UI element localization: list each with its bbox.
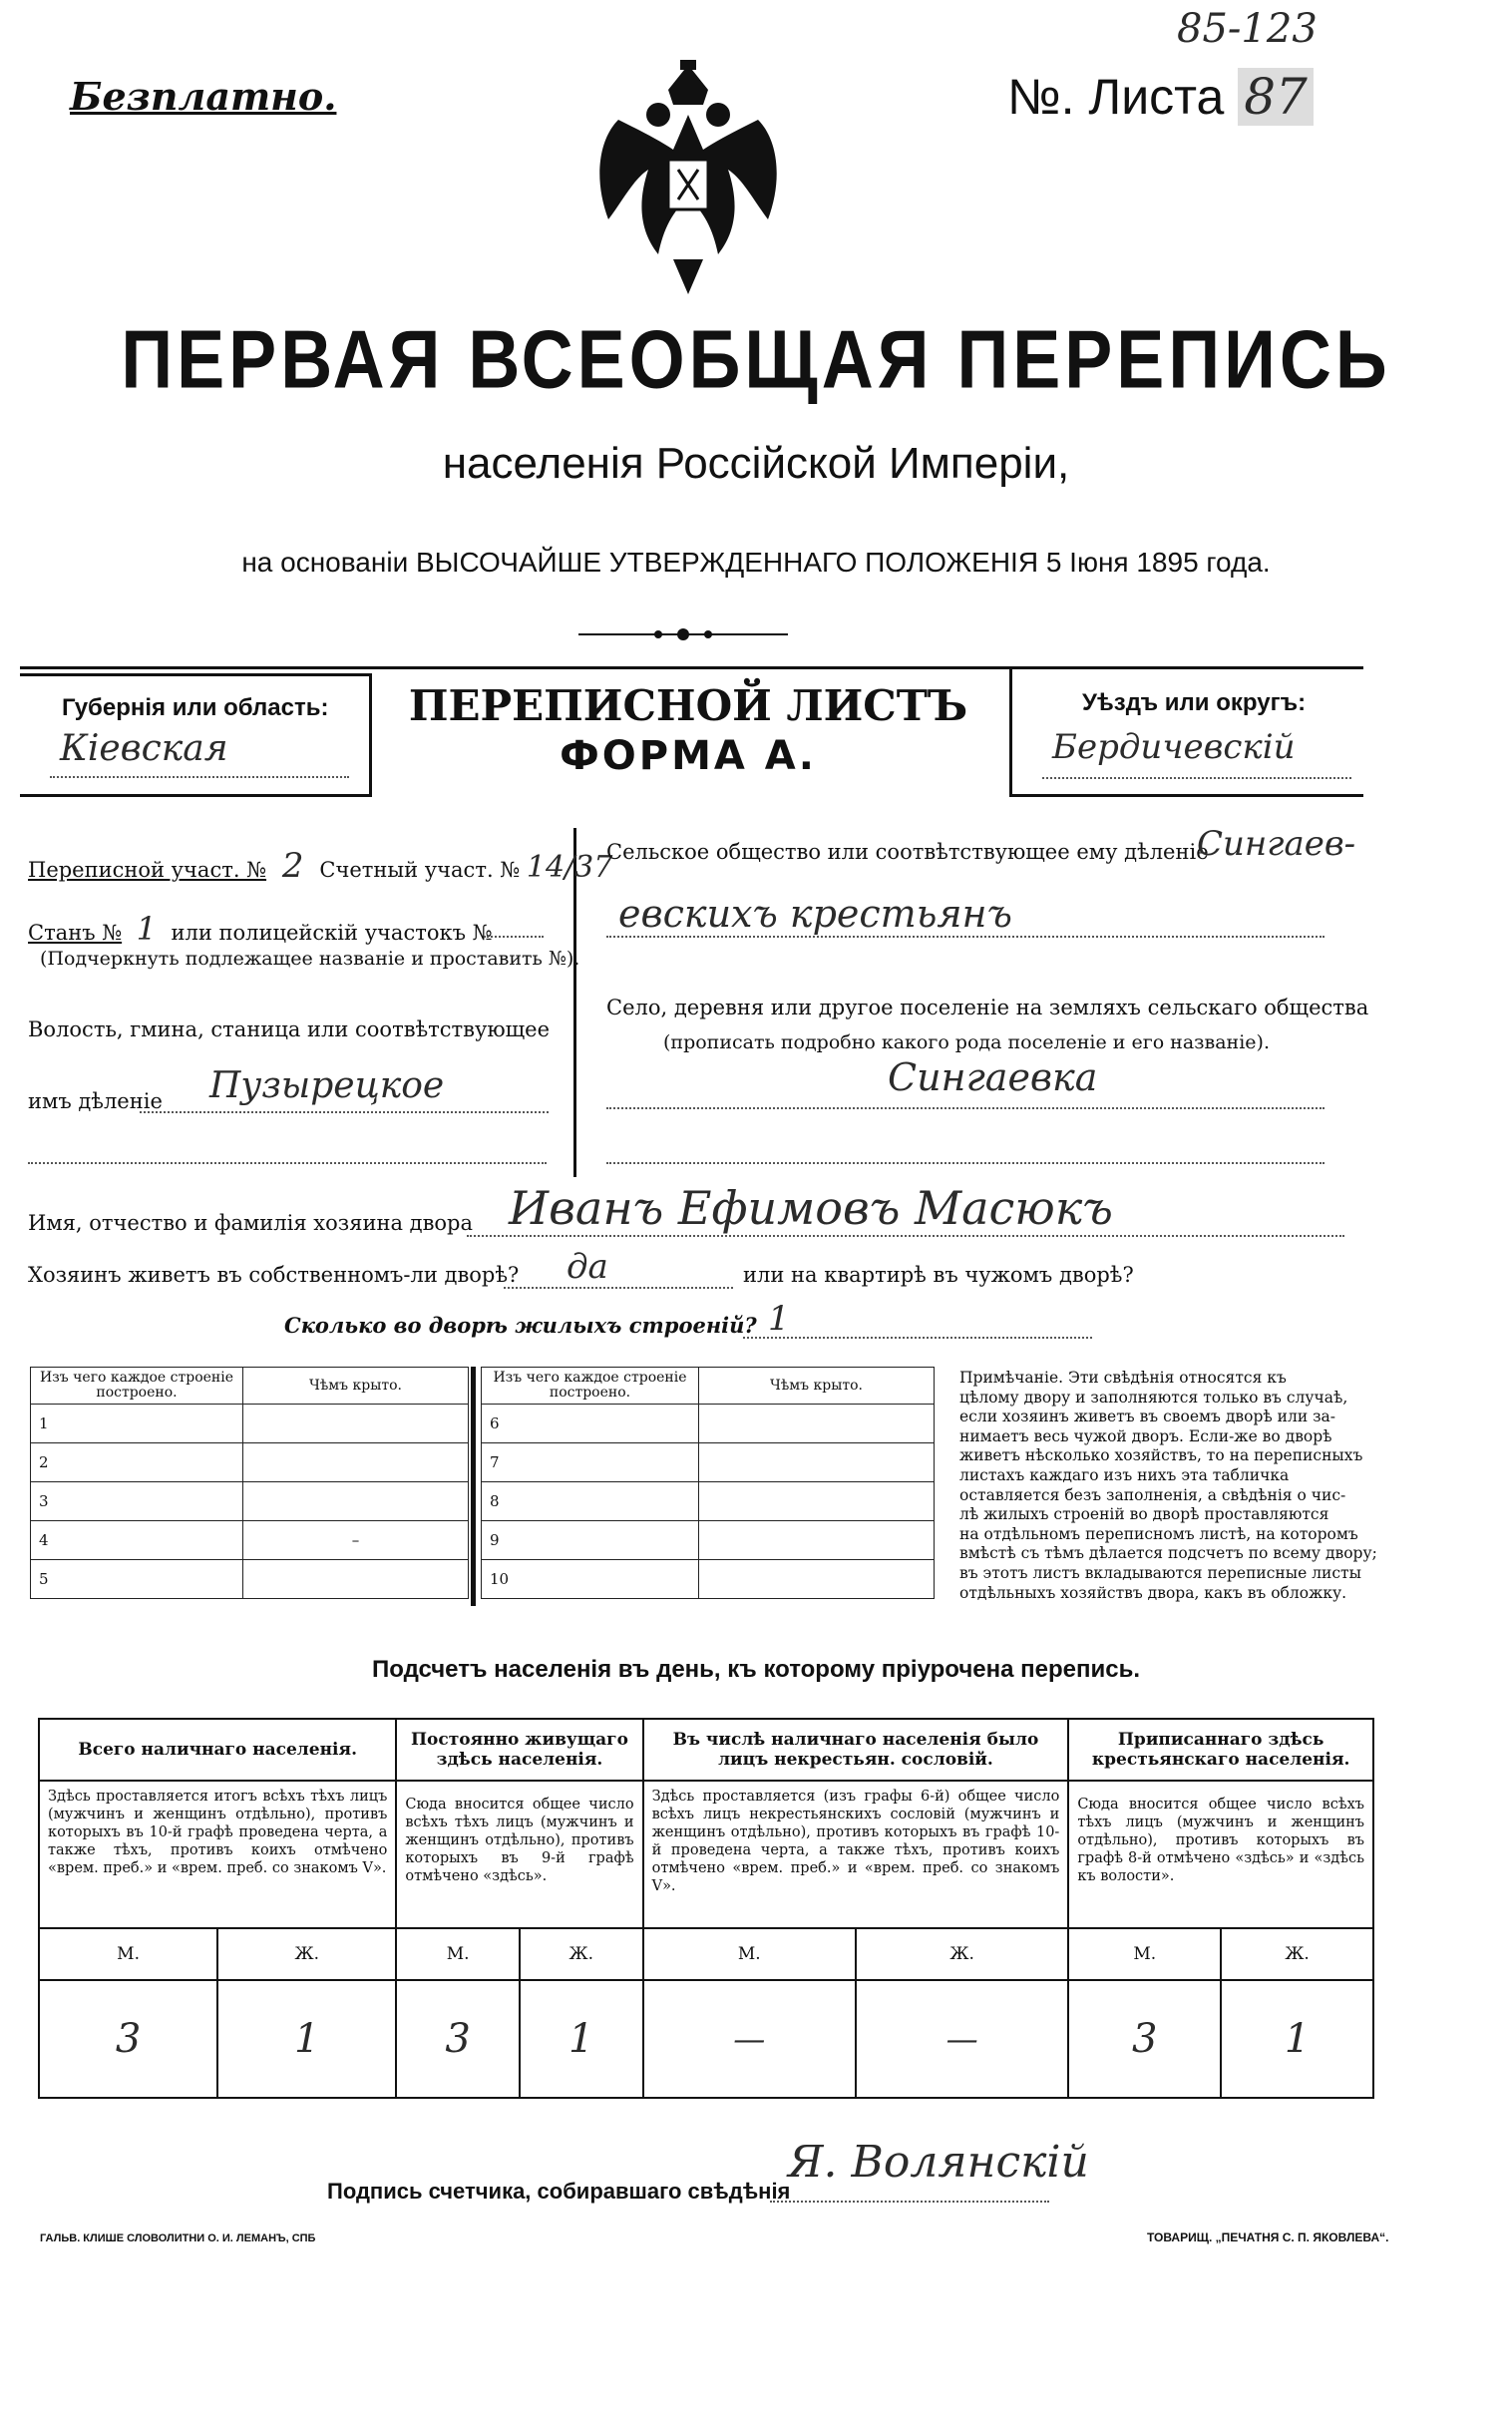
note-line: въ этотъ листъ вкладываются переписные листы <box>959 1563 1361 1582</box>
table-row <box>31 1521 469 1560</box>
uezd-value: Бердичевскій <box>1052 727 1296 767</box>
uezd-box <box>1009 666 1363 797</box>
value-male: 3 <box>396 1980 520 2098</box>
value-male: — <box>643 1980 856 2098</box>
printer-credit-right: ТОВАРИЩ. „ПЕЧАТНЯ С. П. ЯКОВЛЕВА“. <box>1147 2230 1389 2244</box>
population-summary-table <box>38 1718 1374 2099</box>
note-line: живетъ нѣсколько хозяйствъ, то на переписныхъ <box>959 1446 1363 1465</box>
page-subtitle: населенія Россійской Имперіи, <box>442 439 1070 488</box>
obshchestvo-value-1: Сингаев- <box>1197 824 1356 864</box>
summary-group-title: Постоянно живущаго здѣсь населенія. <box>396 1719 642 1781</box>
free-label: Безплатно. <box>70 74 337 119</box>
building-roof <box>699 1443 935 1482</box>
uezd-label: Уѣздъ или округъ: <box>1082 689 1307 716</box>
schet-value: 14/37 <box>526 850 613 885</box>
col-male: М. <box>643 1928 856 1980</box>
or-label: или на квартирѣ въ чужомъ дворѣ? <box>743 1263 1134 1287</box>
buildings-count-label: Сколько во дворѣ жилыхъ строеній? <box>284 1313 757 1338</box>
note-line: Примѣчаніе. Эти свѣдѣнія относятся къ <box>959 1369 1287 1387</box>
value-female: 1 <box>217 1980 396 2098</box>
note-line: вмѣстѣ съ тѣмъ дѣлается подсчетъ по всему двору; <box>959 1544 1377 1563</box>
selo-dotted-line-2 <box>606 1162 1324 1164</box>
note-line: лѣ жилыхъ строеній во дворѣ проставляются <box>959 1505 1329 1524</box>
summary-group-desc: Здѣсь проставляется итогъ всѣхъ тѣхъ лицъ (мужчинъ и женщинъ отдѣльно), противъ которыхъ въ 10-й графѣ проведена черта, а также тѣхъ, противъ коихъ отмѣчено «врем. преб.» и «врем. преб. со знакомъ V». <box>39 1781 396 1928</box>
stan-label: Станъ № <box>28 921 123 945</box>
stan-value: 1 <box>136 910 157 948</box>
lives-dotted-line <box>504 1287 733 1289</box>
note-line: цѣлому двору и заполняются только въ случаѣ, <box>959 1388 1348 1407</box>
col-female: Ж. <box>1221 1928 1373 1980</box>
building-roof: – <box>243 1521 469 1560</box>
building-number: 1 <box>31 1405 243 1443</box>
building-roof <box>699 1521 935 1560</box>
form-title: ПЕРЕПИСНОЙ ЛИСТЪ <box>408 681 968 730</box>
double-headed-eagle-emblem <box>588 60 788 299</box>
value-male: 3 <box>1068 1980 1221 2098</box>
building-roof <box>243 1405 469 1443</box>
note-line: отдѣльныхъ хозяйствъ двора, какъ въ обложку. <box>959 1583 1347 1602</box>
legal-basis: на основаніи ВЫСОЧАЙШЕ УТВЕРЖДЕННАГО ПОЛОЖЕНІЯ 5 Іюня 1895 года. <box>241 547 1271 578</box>
summary-group-desc: Здѣсь проставляется (изъ графы 6-й) общее число всѣхъ лицъ некрестьянскихъ сословій (мужчинъ и женщинъ отдѣльно), противъ которыхъ въ графѣ 10-й проведена черта, а также тѣхъ, противъ коихъ отмѣчено «врем. преб.» и «врем. преб. со знакомъ V». <box>643 1781 1069 1928</box>
volost-dotted-line <box>140 1111 549 1113</box>
table-row <box>31 1560 469 1599</box>
sheet-number-label: №. Листа <box>1007 69 1225 125</box>
obshchestvo-label: Сельское общество или соотвѣтствующее ему дѣленіе <box>606 840 1209 864</box>
building-number: 7 <box>482 1443 699 1482</box>
building-roof <box>243 1560 469 1599</box>
stan-note: (Подчеркнуть подлежащее названіе и проставить №). <box>40 948 580 970</box>
owner-name-value: Иванъ Ефимовъ Масюкъ <box>509 1181 1113 1235</box>
schet-label: Счетный участ. № <box>319 858 521 882</box>
buildings-count-value: 1 <box>768 1299 790 1339</box>
police-label: или полицейскій участокъ № <box>171 921 493 945</box>
note-line: листахъ каждаго изъ нихъ эта табличка <box>959 1465 1290 1484</box>
table-row <box>31 1443 469 1482</box>
guberniya-box <box>20 673 372 797</box>
building-number: 6 <box>482 1405 699 1443</box>
building-roof <box>243 1482 469 1521</box>
building-number: 3 <box>31 1482 243 1521</box>
note-line: нимаетъ весь чужой дворъ. Если-же во дворѣ <box>959 1426 1332 1445</box>
summary-group-title: Приписаннаго здѣсь крестьянскаго населенія. <box>1068 1719 1373 1781</box>
col-male: М. <box>396 1928 520 1980</box>
building-number: 5 <box>31 1560 243 1599</box>
building-roof <box>699 1560 935 1599</box>
selo-dotted-line <box>606 1107 1324 1109</box>
table-row <box>482 1560 935 1599</box>
buildings-table-right <box>481 1367 935 1599</box>
value-male: 3 <box>39 1980 217 2098</box>
building-roof <box>243 1443 469 1482</box>
guberniya-label: Губернія или область: <box>62 694 329 721</box>
note-line: на отдѣльномъ переписномъ листѣ, на которомъ <box>959 1524 1358 1543</box>
uchast-label: Переписной участ. № <box>28 858 267 882</box>
table-row <box>482 1521 935 1560</box>
guberniya-dotted-line <box>50 776 349 778</box>
buildings-table-divider <box>471 1367 476 1606</box>
signature-dotted-line <box>770 2201 1049 2203</box>
summary-group-desc: Сюда вносится общее число всѣхъ тѣхъ лицъ (мужчинъ и женщинъ отдѣльно), противъ которыхъ въ 9-й графѣ отмѣчено «здѣсь». <box>396 1781 642 1928</box>
uchast-value: 2 <box>281 846 304 886</box>
sheet-number-value: 87 <box>1238 68 1314 126</box>
buildings-count-dotted-line <box>743 1337 1092 1339</box>
summary-group-desc: Сюда вносится общее число всѣхъ тѣхъ лицъ (мужчинъ и женщинъ отдѣльно), противъ которыхъ въ графѣ 8-й отмѣчено «здѣсь» и «здѣсь къ волости». <box>1068 1781 1373 1928</box>
col-male: М. <box>39 1928 217 1980</box>
table-row <box>31 1405 469 1443</box>
volost-dotted-line-2 <box>28 1162 547 1164</box>
lives-label: Хозяинъ живетъ въ собственномъ-ли дворѣ? <box>28 1263 520 1287</box>
obshchestvo-dotted-line <box>606 936 1324 938</box>
summary-group-title: Въ числѣ наличнаго населенія было лицъ некрестьян. сословій. <box>643 1719 1069 1781</box>
ornament-divider <box>578 624 788 644</box>
col-female: Ж. <box>217 1928 396 1980</box>
printer-credit-left: ГАЛЬВ. КЛИШЕ СЛОВОЛИТНИ О. И. ЛЕМАНЪ, СПБ <box>40 2232 316 2244</box>
lives-value: да <box>567 1247 608 1287</box>
form-subtitle: ФОРМА А. <box>560 733 817 779</box>
building-number: 4 <box>31 1521 243 1560</box>
building-number: 9 <box>482 1521 699 1560</box>
col-female: Ж. <box>856 1928 1068 1980</box>
note-block <box>959 1369 1378 1603</box>
uezd-dotted-line <box>1042 777 1351 779</box>
signature-label: Подпись счетчика, собиравшаго свѣдѣнія <box>327 2179 791 2204</box>
buildings-col-roof: Чѣмъ крыто. <box>243 1368 469 1405</box>
form-title-box <box>369 673 1007 791</box>
building-number: 10 <box>482 1560 699 1599</box>
buildings-col-material-2: Изъ чего каждое строеніе построено. <box>482 1368 699 1405</box>
selo-note: (прописать подробно какого рода поселеніе и его названіе). <box>663 1031 1270 1053</box>
guberniya-value: Кіевская <box>60 728 228 769</box>
obshchestvo-value-2: евскихъ крестьянъ <box>618 892 1012 936</box>
note-line: оставляется безъ заполненія, а свѣдѣнія о чис- <box>959 1485 1346 1504</box>
buildings-col-roof-2: Чѣмъ крыто. <box>699 1368 935 1405</box>
uchast-row <box>28 846 612 886</box>
signature-value: Я. Волянскій <box>788 2137 1089 2188</box>
building-number: 8 <box>482 1482 699 1521</box>
table-row <box>31 1482 469 1521</box>
volost-value: Пузырецкое <box>209 1065 445 1106</box>
stan-row <box>28 910 493 948</box>
volost-label: Волость, гмина, станица или соотвѣтствующее <box>28 1017 551 1041</box>
owner-name-dotted-line <box>467 1235 1344 1237</box>
note-line: если хозяинъ живетъ въ своемъ дворѣ или за- <box>959 1408 1336 1426</box>
buildings-table-left <box>30 1367 469 1599</box>
volost-label-2: имъ дѣленіе <box>28 1089 163 1113</box>
selo-value: Сингаевка <box>888 1055 1098 1099</box>
building-number: 2 <box>31 1443 243 1482</box>
police-dotted-line <box>484 936 544 938</box>
value-female: — <box>856 1980 1068 2098</box>
table-row <box>482 1405 935 1443</box>
col-male: М. <box>1068 1928 1221 1980</box>
page-title: ПЕРВАЯ ВСЕОБЩАЯ ПЕРЕПИСЬ <box>121 314 1391 406</box>
sheet-number <box>1007 68 1314 126</box>
buildings-col-material: Изъ чего каждое строеніе построено. <box>31 1368 243 1405</box>
building-roof <box>699 1482 935 1521</box>
table-row <box>482 1443 935 1482</box>
value-female: 1 <box>520 1980 643 2098</box>
selo-label: Село, деревня или другое поселеніе на земляхъ сельскаго общества <box>606 996 1369 1019</box>
building-roof <box>699 1405 935 1443</box>
table-row <box>482 1482 935 1521</box>
summary-heading: Подсчетъ населенія въ день, къ которому пріурочена перепись. <box>372 1656 1140 1683</box>
col-female: Ж. <box>520 1928 643 1980</box>
owner-name-label: Имя, отчество и фамилія хозяина двора <box>28 1211 474 1235</box>
archive-reference: 85-123 <box>1177 6 1318 52</box>
value-female: 1 <box>1221 1980 1373 2098</box>
summary-group-title: Всего наличнаго населенія. <box>39 1719 396 1781</box>
